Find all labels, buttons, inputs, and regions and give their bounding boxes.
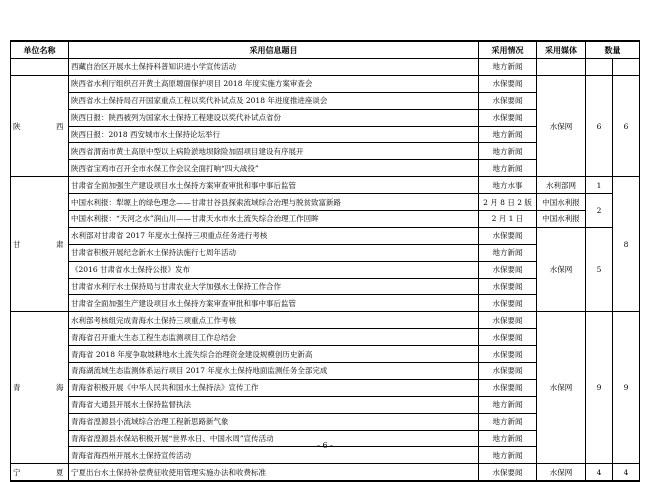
count-gansu-bc: 2 xyxy=(586,194,613,228)
info-adoption-table xyxy=(10,40,640,482)
row-status: 水保要闻 xyxy=(479,312,537,329)
row-title: 青海湖流域生态监测体系运行项目 2017 年度水土保持地面监测任务全部完成 xyxy=(69,363,479,380)
row-title: 青海省召开重大生态工程生态监测项目工作总结会 xyxy=(69,329,479,346)
row-status: 地方新闻 xyxy=(479,126,537,143)
table-row xyxy=(11,194,640,211)
media-gansu-c: 中国水利报 xyxy=(537,211,586,228)
table-row xyxy=(11,312,640,329)
row-title: 青海省湟源县小流域综合治理工程新思路新气象 xyxy=(69,413,479,430)
unit-gansu: 甘 肃 xyxy=(11,177,69,312)
media-gansu-a: 水利部网 xyxy=(537,177,586,194)
unit-qinghai: 青 海 xyxy=(11,312,69,464)
row-title: 陕西省渭南市黄土高原中型以上病险淤地坝除险加固项目建设有序展开 xyxy=(69,143,479,160)
total-gansu: 8 xyxy=(613,177,640,312)
total-qinghai: 9 xyxy=(613,312,640,464)
media-shaanxi: 水保网 xyxy=(537,75,586,176)
header-title: 采用信息题目 xyxy=(69,41,479,59)
row-status: 水保要闻 xyxy=(479,363,537,380)
row-status: 水保要闻 xyxy=(479,464,537,481)
header-qty: 数量 xyxy=(586,41,640,59)
unit-ningxia: 宁 夏 xyxy=(11,464,69,481)
row-title: 甘肃省全面加强生产建设项目水土保持方案审查审批和事中事后监管 xyxy=(69,177,479,194)
unit-shaanxi: 陕 西 xyxy=(11,75,69,176)
row-status: 水保要闻 xyxy=(479,379,537,396)
row-status: 地方新闻 xyxy=(479,59,537,76)
row-title: 青海省海西州开展水土保持宣传活动 xyxy=(69,447,479,464)
table-row xyxy=(11,75,640,92)
count-shaanxi: 6 xyxy=(586,75,613,176)
media-ningxia: 水保网 xyxy=(537,464,586,481)
row-title: 甘肃省水利厅水土保持局与甘肃农业大学加强水土保持工作合作 xyxy=(69,278,479,295)
row-title: 陕西省宝鸡市召开全市水保工作会议全面打响“四大战役” xyxy=(69,160,479,177)
row-status: 水保要闻 xyxy=(479,278,537,295)
count-gansu-a: 1 xyxy=(586,177,613,194)
row-status: 水保要闻 xyxy=(479,227,537,244)
media-gansu-b: 中国水利报 xyxy=(537,194,586,211)
row-status: 地方新闻 xyxy=(479,447,537,464)
total-ningxia: 4 xyxy=(613,464,640,481)
total-cell-empty xyxy=(613,59,640,76)
table-row xyxy=(11,227,640,244)
table-row xyxy=(11,464,640,481)
table-row xyxy=(11,59,640,76)
count-gansu-d: 5 xyxy=(586,227,613,311)
row-title: 甘肃省全面加强生产建设项目水土保持方案审查审批和事中事后监管 xyxy=(69,295,479,312)
row-title: 陕西省水土保持局召开国家重点工程以奖代补试点及 2018 年进度推进座谈会 xyxy=(69,92,479,109)
row-title: 水利部对甘肃省 2017 年度水土保持三项重点任务进行考核 xyxy=(69,227,479,244)
table-header-row xyxy=(11,41,640,59)
row-status: 地方新闻 xyxy=(479,430,537,447)
row-status: 2 月 1 日 xyxy=(479,211,537,228)
row-title: 青海省 2018 年度争取坡耕地水土流失综合治理资金建设规模创历史新高 xyxy=(69,346,479,363)
row-title: 陕西省水利厅组织召开黄土高原塬面保护项目 2018 年度实施方案审查会 xyxy=(69,75,479,92)
row-title: 陕西日报：陕西被列为国家水土保持工程建设以奖代补试点省份 xyxy=(69,109,479,126)
row-title: 水利部考核组完成青海水土保持三项重点工作考核 xyxy=(69,312,479,329)
row-status: 地方新闻 xyxy=(479,244,537,261)
row-status: 地方新闻 xyxy=(479,413,537,430)
table-row xyxy=(11,177,640,194)
row-status: 地方新闻 xyxy=(479,396,537,413)
header-unit: 单位名称 xyxy=(11,41,69,59)
row-title: 中国水利报：“天河之水”润山川——甘肃天水市水土流失综合治理工作回眸 xyxy=(69,211,479,228)
count-cell-empty xyxy=(586,59,613,76)
row-status: 水保要闻 xyxy=(479,109,537,126)
row-status: 水保要闻 xyxy=(479,92,537,109)
row-title: 青海省大通县开展水土保持监督执法 xyxy=(69,396,479,413)
row-title: 青海省积极开展《中华人民共和国水土保持法》宣传工作 xyxy=(69,379,479,396)
row-title: 西藏自治区开展水土保持科普知识进小学宣传活动 xyxy=(69,59,479,76)
count-ningxia: 4 xyxy=(586,464,613,481)
row-title: 甘肃省积极开展纪念新水土保持法施行七周年活动 xyxy=(69,244,479,261)
row-title: 宁夏出台水土保持补偿费征收使用管理实施办法和收费标准 xyxy=(69,464,479,481)
row-status: 水保要闻 xyxy=(479,261,537,278)
row-status: 水保要闻 xyxy=(479,329,537,346)
row-status: 水保要闻 xyxy=(479,346,537,363)
header-media: 采用媒体 xyxy=(537,41,586,59)
row-title: 陕西日报：2018 西安城市水土保持论坛举行 xyxy=(69,126,479,143)
media-cell-empty xyxy=(537,59,586,76)
header-status: 采用情况 xyxy=(479,41,537,59)
row-title: 中国水利报：犁塬上的绿色理念——甘肃甘谷县探索流域综合治理与脱贫致富新路 xyxy=(69,194,479,211)
row-status: 水保要闻 xyxy=(479,75,537,92)
unit-cell-empty xyxy=(11,59,69,76)
page-number: - 6 - xyxy=(317,441,333,450)
row-title: 《2016 甘肃省水土保持公报》发布 xyxy=(69,261,479,278)
media-qinghai: 水保网 xyxy=(537,312,586,464)
row-status: 地方新闻 xyxy=(479,143,537,160)
row-status: 地方水事 xyxy=(479,177,537,194)
row-status: 2 月 8 日 2 版 xyxy=(479,194,537,211)
row-title: 青海省湟源县水保站积极开展“世界水日、中国水周”宣传活动 xyxy=(69,430,479,447)
media-gansu-d: 水保网 xyxy=(537,227,586,311)
row-status: 地方新闻 xyxy=(479,160,537,177)
count-qinghai: 9 xyxy=(586,312,613,464)
table-row xyxy=(11,211,640,228)
total-shaanxi: 6 xyxy=(613,75,640,176)
row-status: 水保要闻 xyxy=(479,295,537,312)
